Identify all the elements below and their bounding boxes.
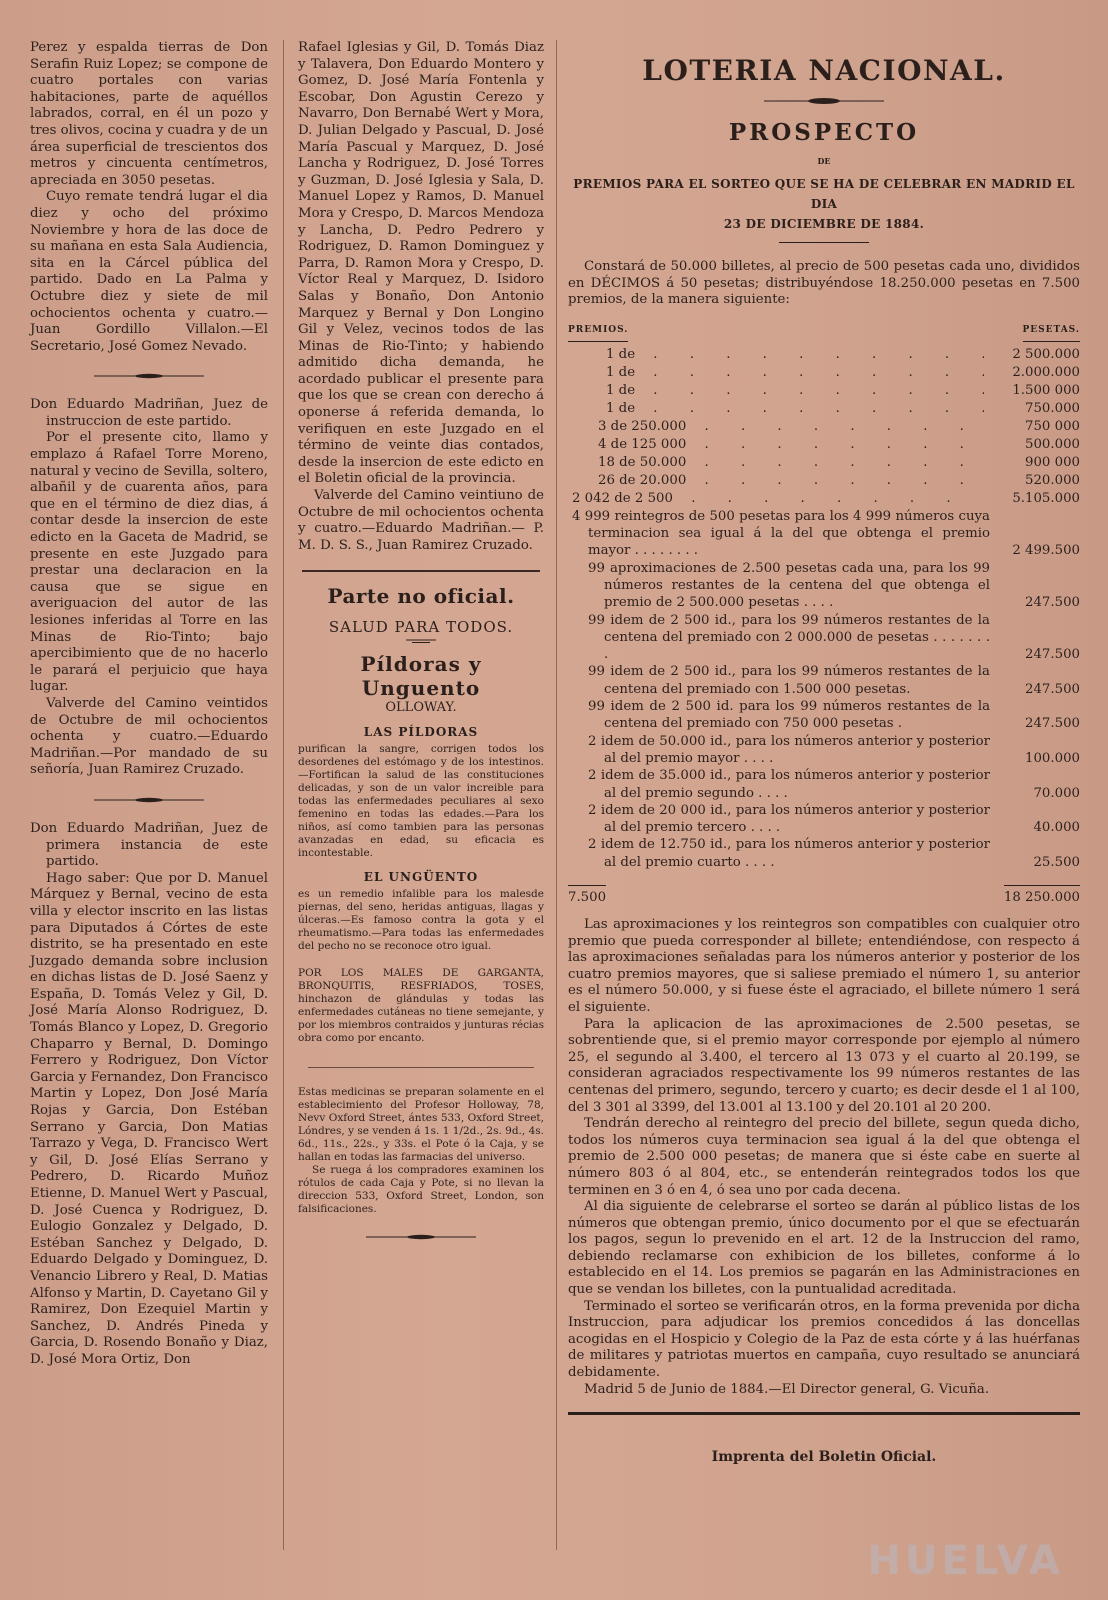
prize-label: 1 de . . . xyxy=(568,400,984,418)
lottery-paragraph: Para la aplicacion de las aproximaciones de 2.500 pesetas, se sobrentiende que, si el premio mayor corresponde por ejemplo al número 25, el segundo al 3.400, el tercero al 13 073 y el cuarto al 20.199, se consideran agraciados respectivamente los 99 números restantes de las centenas del primero, segundo, tercero y cuarto; es decir desde el 1 al 100, del 3 301 al 3399, del 13.001 al 13.100 y del 20.101 al 20 200. xyxy=(568,1016,1080,1115)
prize-row xyxy=(568,400,1080,418)
prize-amount: 1.500 000 xyxy=(1012,382,1080,398)
section-rule xyxy=(302,570,540,572)
column-right xyxy=(568,40,1080,1465)
edict-body: Hago saber: Que por D. Manuel Márquez y Bernal, vecino de esta villa y elector inscrito en las listas para Diputados á Córtes de este distrito, se ha presentado en este Juzgado demanda sobre inclusion en dichas listas de D. José Saenz y España, D. Tomás Velez y Gil, D. José María Alonso Rodriguez, D. Tomás Blanco y Lopez, D. Gregorio Chaparro y Bernal, D. Domingo Ferrero y Rodriguez, Don Víctor Garcia y Fernandez, Don Francisco Martin y Lopez, Don José María Rojas y Garcia, Don Estéban Serrano y Garcia, Don Matias Tarrazo y Vega, D. Francisco Wert y Gil, D. José Elías Serrano y Pedrero, D. Ricardo Muñoz Etienne, D. Manuel Wert y Pascual, D. José Cuenca y Rodriguez, D. Eulogio Gonzalez y Delgado, D. Estéban Sanchez y Delgado, D. Eduardo Delgado y Dominguez, D. Venancio Librero y Real, D. Matias Alfonso y Martin, D. Cayetano Gil y Ramirez, Don Ezequiel Martin y Sanchez, D. Andrés Pineda y Garcia, D. Rosendo Bonaño y Diaz, D. José Mora Ortiz, Don xyxy=(30,870,268,1367)
signature-line: Madrid 5 de Junio de 1884.—El Director general, G. Vicuña. xyxy=(584,1381,990,1397)
closing-rule xyxy=(568,1412,1080,1415)
lottery-paragraph: Al dia siguiente de celebrarse el sorteo se darán al público listas de los números que obtengan premio, único documento por el que se efectuarán los pagos, segun lo prevenido en el art. 12 de la Instruccion del ramo, debiendo reclamarse con exhibicion de los billetes, conforme á lo establecido en el 14. Los premios se pagarán en las Administraciones en que se vendan los billetes, con la puntualidad acreditada. xyxy=(568,1199,1080,1298)
archive-watermark: HUELVA xyxy=(867,1538,1064,1584)
prize-amount: 25.500 xyxy=(1033,854,1080,870)
column-divider-1 xyxy=(283,40,284,1550)
prize-long-label: 2 idem de 35.000 id., para los números anterior y posterior al del premio segundo . . . . xyxy=(588,768,990,801)
ad-product-title: Píldoras y Unguento xyxy=(360,652,482,701)
pesetas-header: PESETAS. xyxy=(1023,325,1081,342)
prize-amount: 500.000 xyxy=(1025,436,1080,452)
prize-amount: 247.500 xyxy=(1025,681,1080,697)
prize-long-label: 2 idem de 12.750 id., para los números anterior y posterior al del premio cuarto . . . . xyxy=(588,837,990,870)
total-pesetas: 18 250.000 xyxy=(1004,885,1080,905)
prize-long-row xyxy=(568,733,1080,768)
title-rule xyxy=(779,242,869,243)
thin-rule xyxy=(308,1067,534,1068)
prize-amount: 5.105.000 xyxy=(1012,490,1080,506)
prize-long-label: 99 idem de 2 500 id., para los 99 números restantes de la centena del premiado con 1.500 000 pesetas. xyxy=(588,664,990,697)
prize-table xyxy=(568,346,1080,508)
section-title: Parte no oficial. xyxy=(327,584,515,609)
total-prizes: 7.500 xyxy=(568,885,606,905)
prize-amount: 2.000.000 xyxy=(1012,364,1080,380)
prize-amount: 247.500 xyxy=(1025,595,1080,611)
prospect-description: PREMIOS PARA EL SORTEO QUE SE HA DE CELEBRAR EN MADRID EL DIA 23 DE DICIEMBRE DE 1884. xyxy=(573,177,1075,231)
edict-closing: Valverde del Camino veintiuno de Octubre de mil ochocientos ochenta y cuatro.—Eduardo Madriñan.— P. M. D. S. S., Juan Ramirez Cruzado. xyxy=(298,488,544,553)
prospect-title: PROSPECTO xyxy=(728,119,920,146)
ad-subheading: LAS PÍLDORAS xyxy=(363,725,479,740)
lottery-title: LOTERIA NACIONAL. xyxy=(642,54,1006,87)
prize-label: 2 042 de 2 500 . . . xyxy=(568,490,984,508)
lottery-paragraph: Tendrán derecho al reintegro del precio del billete, segun queda dicho, todos los números cuya terminacion sea igual á la del que obtenga el premio de 2.500 000 pesetas; de manera que si éste cabe en suerte al número 803 ó al 804, etc., se entenderán reintegrados todos los que terminen en 3 ó en 4, ó sea uno por cada decena. xyxy=(568,1116,1080,1198)
prize-row xyxy=(568,436,1080,454)
lottery-paragraph: Las aproximaciones y los reintegros son compatibles con cualquier otro premio que pueda corresponder al billete; entendiéndose, con respecto á las aproximaciones señaladas para los números anterior y posterior de los cuatro premios mayores, que si saliese premiado el número 1, su anterior es el número 50.000, y si fuese éste el agraciado, el billete número 1 será el siguiente. xyxy=(568,917,1080,1015)
prize-label: 3 de 250.000 . . . xyxy=(568,418,984,436)
prize-long-row xyxy=(568,802,1080,837)
prize-amount: 100.000 xyxy=(1025,750,1080,766)
edict-heading: Don Eduardo Madriñan, Juez de primera instancia de este partido. xyxy=(30,820,268,870)
prize-amount: 2 499.500 xyxy=(1012,543,1080,559)
prospect-de: DE xyxy=(817,156,831,166)
ad-text: Se ruega á los compradores examinen los rótulos de cada Caja y Pote, si no llevan la direccion 533, Oxford Street, London, son falsificaciones. xyxy=(298,1164,544,1216)
prize-long-row xyxy=(568,663,1080,698)
prize-long-row xyxy=(568,767,1080,802)
lottery-intro: Constará de 50.000 billetes, al precio de 500 pesetas cada uno, divididos en DÉCIMOS á 50 pesetas; distribuyéndose 18.250.000 pesetas en 7.500 premios, de la manera siguiente: xyxy=(568,259,1080,308)
ad-headline: SALUD PARA TODOS. xyxy=(328,618,514,637)
column-middle xyxy=(298,40,544,1258)
prize-amount: 247.500 xyxy=(1025,647,1080,663)
ad-text: POR LOS MALES DE GARGANTA, BRONQUITIS, RESFRIADOS, TOSES, hinchazon de glándulas y todas las enfermedades cutáneas no tiene semejante, y por los miembros contraidos y junturas récias obra como por encanto. xyxy=(298,967,544,1045)
prize-label: 1 de . . . xyxy=(568,364,984,382)
ad-text: es un remedio infalible para los malesde piernas, del seno, heridas antiguas, llagas y úlceras.—Es famoso contra la gota y el rheumatismo.—Para todas las enfermedades del pecho no se reconoce otro igual. xyxy=(298,888,544,953)
prize-long-label: 2 idem de 50.000 id., para los números anterior y posterior al del premio mayor . . . . xyxy=(588,733,990,766)
ad-brand: OLLOWAY. xyxy=(385,700,457,716)
prize-long-label: 2 idem de 20 000 id., para los números anterior y posterior al del premio tercero . . . . xyxy=(588,802,990,836)
prize-amount: 40.000 xyxy=(1033,820,1080,836)
prize-long-list xyxy=(568,508,1080,871)
prize-long-label: 99 idem de 2 500 id., para los 99 números restantes de la centena del premiado con 2 000.000 de pesetas . . . . . . . . xyxy=(588,612,990,663)
prize-long-row xyxy=(568,698,1080,733)
prize-amount: 247.500 xyxy=(1025,716,1080,732)
ornament-divider xyxy=(366,1234,476,1240)
edict-body: Por el presente cito, llamo y emplazo á Rafael Torre Moreno, natural y vecino de Sevilla, soltero, albañil y de cuarenta años, para que en el término de diez dias, á contar desde la insercion de este edicto en la Gaceta de Madrid, se presente en este Juzgado para prestar una declaracion en la causa que se sigue en averiguacion del autor de las lesiones inferidas al Torre en las Minas de Rio-Tinto; bajo apercibimiento que de no hacerlo le parará el perjuicio que haya lugar. xyxy=(30,430,268,695)
prize-amount: 520.000 xyxy=(1025,472,1080,488)
prize-totals xyxy=(568,885,1080,905)
auction-closing: Cuyo remate tendrá lugar el dia diez y ocho del próximo Noviembre y hora de las doce de su mañana en esta Sala Audiencia, sita en la Cárcel pública del partido. Dado en La Palma y Octubre diez y siete de mil ochocientos ochenta y cuatro.—Juan Gordillo Villalon.—El Secretario, José Gomez Nevado. xyxy=(30,189,268,354)
edict-continuation: Rafael Iglesias y Gil, D. Tomás Diaz y Talavera, Don Eduardo Montero y Gomez, D. José María Fontenla y Escobar, Don Agustin Cerezo y Navarro, Don Bernabé Wert y Mora, D. Julian Delgado y Pascual, D. José María Pascual y Marquez, D. José Lancha y Rodriguez, D. José Torres y Guzman, D. José Iglesia y Sala, D. Manuel Lopez y Ramos, D. Manuel Mora y Crespo, D. Marcos Mendoza y Lancha, D. Pedro Pedrero y Rodriguez, D. Ramon Dominguez y Parra, D. Ramon Mora y Crespo, D. Víctor Real y Marquez, D. Isidoro Salas y Bonaño, Don Antonio Marquez y Bernal y Don Longino Gil y Velez, vecinos todos de las Minas de Rio-Tinto; y habiendo admitido dicha demanda, he acordado publicar el presente para que los que se crean con derecho á oponerse á referida demanda, lo verifiquen en este Juzgado en el término de veinte dias contados, desde la insercion de este edicto en el Boletin oficial de la provincia. xyxy=(298,40,544,487)
prize-amount: 900 000 xyxy=(1025,454,1080,470)
prize-table-header xyxy=(568,325,1080,342)
prize-row xyxy=(568,490,1080,508)
lottery-paragraph: Terminado el sorteo se verificarán otros, en la forma prevenida por dicha Instruccion, para adjudicar los premios concedidos á las doncellas acogidas en el Hospicio y Colegio de la Paz de esta córte y á las huérfanas de militares y patriotas muertos en campaña, cuyo resultado se anunciará debidamente. xyxy=(568,1298,1080,1381)
prize-row xyxy=(568,472,1080,490)
prize-row xyxy=(568,364,1080,382)
prize-row xyxy=(568,418,1080,436)
prize-long-label: 4 999 reintegros de 500 pesetas para los 4 999 números cuya terminacion sea igual á la del que obtenga el premio mayor . . . . . . . . xyxy=(572,508,990,559)
ad-subheading: EL UNGÜENTO xyxy=(363,870,479,885)
edict-heading: Don Eduardo Madriñan, Juez de instruccion de este partido. xyxy=(30,397,268,429)
ornament-divider xyxy=(764,97,884,105)
prize-long-row xyxy=(568,508,1080,560)
ad-text: purifican la sangre, corrigen todos los desordenes del estómago y de los intestinos.—Fortifican la salud de las constituciones delicadas, y son de un valor increible para todas las enfermedades peculiares al sexo femenino en todas las edades.—Para los niños, así como tambien para las personas avanzadas en edad, su eficacia es incontestable. xyxy=(298,743,544,860)
ornament-divider xyxy=(94,797,204,803)
premios-header: PREMIOS. xyxy=(568,325,628,342)
prize-label: 26 de 20.000 . . . xyxy=(568,472,984,490)
prize-amount: 2 500.000 xyxy=(1012,346,1080,362)
prize-label: 1 de . . . xyxy=(568,382,984,400)
prize-row xyxy=(568,346,1080,364)
prize-long-label: 99 idem de 2 500 id. para los 99 números restantes de la centena del premiado con 750 000 pesetas . xyxy=(588,699,990,732)
prize-amount: 750 000 xyxy=(1025,418,1080,434)
prize-long-row xyxy=(568,560,1080,612)
prize-long-label: 99 aproximaciones de 2.500 pesetas cada una, para los 99 números restantes de la centena del que obtenga el premio de 2 500.000 pesetas . . . . xyxy=(588,560,990,611)
prize-amount: 750.000 xyxy=(1025,400,1080,416)
prize-row xyxy=(568,454,1080,472)
printer-imprint: Imprenta del Boletin Oficial. xyxy=(711,1449,937,1466)
ornament-divider xyxy=(94,373,204,379)
ad-text: Estas medicinas se preparan solamente en el establecimiento del Profesor Holloway, 78, Nevv Oxford Street, ántes 533, Oxford Street, Lóndres, y se venden á 1s. 1 1/2d., 2s. 9d., 4s. 6d., 11s., 22s., y 33s. el Pote ó la Caja, y se hallan en todas las farmacias del universo. xyxy=(298,1086,544,1164)
edict-closing: Valverde del Camino veintidos de Octubre de mil ochocientos ochenta y cuatro.—Eduardo Madriñan.—Por mandado de su señoría, Juan Ramirez Cruzado. xyxy=(30,695,268,778)
column-divider-2 xyxy=(556,40,557,1550)
prize-label: 4 de 125 000 . . . xyxy=(568,436,984,454)
small-ornament xyxy=(406,638,436,644)
column-left xyxy=(30,40,268,1369)
prize-row xyxy=(568,382,1080,400)
prize-label: 1 de . . . xyxy=(568,346,984,364)
prize-amount: 70.000 xyxy=(1033,785,1080,801)
prize-label: 18 de 50.000 . . . xyxy=(568,454,984,472)
auction-paragraph: Perez y espalda tierras de Don Serafin Ruiz Lopez; se compone de cuatro portales con varias habitaciones, parte de aquéllos labrados, corral, en él un pozo y tres olivos, cocina y cuadra y de un área superficial de trescientos dos metros y cincuenta centímetros, apreciada en 3050 pesetas. xyxy=(30,40,268,188)
prize-long-row xyxy=(568,612,1080,664)
prize-long-row xyxy=(568,836,1080,871)
